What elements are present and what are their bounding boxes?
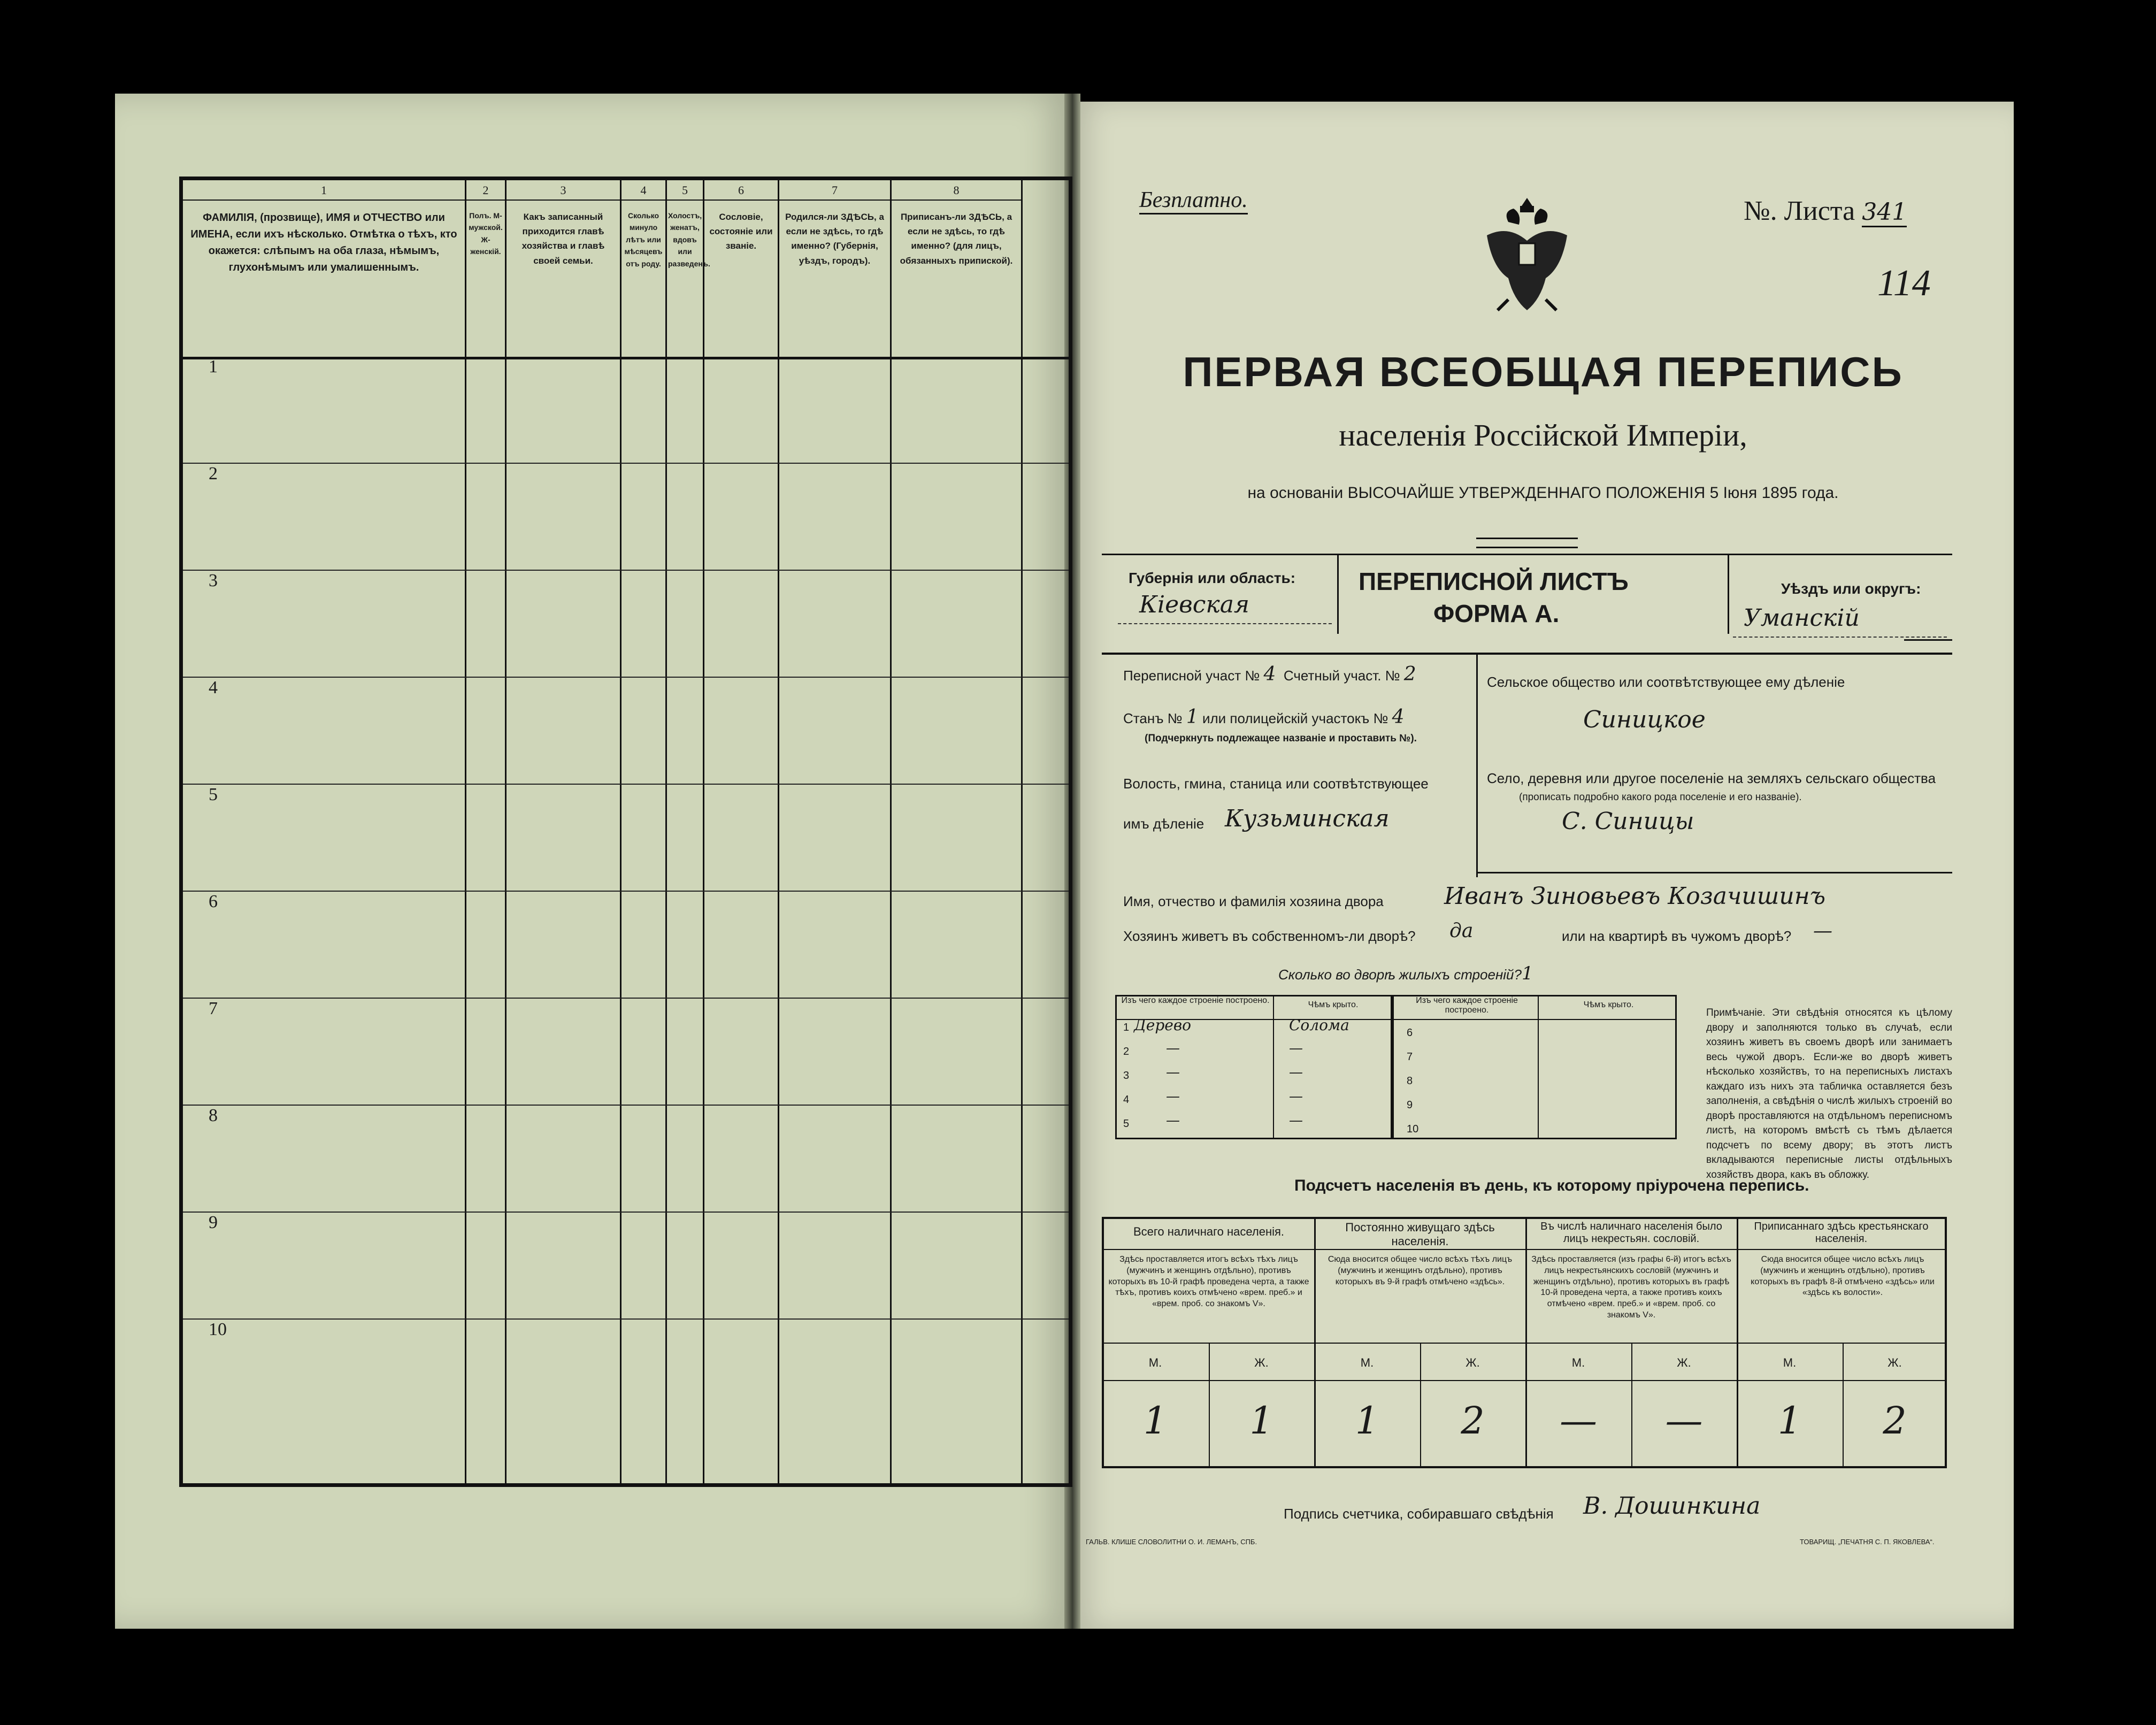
column-number: 2 xyxy=(482,183,489,197)
row-number: 8 xyxy=(209,1106,218,1125)
column-title: Полъ. М-мужской. Ж-женскій. xyxy=(469,211,503,256)
column-number: 7 xyxy=(832,183,838,197)
owner-label: Имя, отчество и фамилія хозяина двора xyxy=(1123,893,1384,909)
pop-value-female: — xyxy=(1665,1399,1703,1443)
bld-roof: — xyxy=(1289,1064,1303,1080)
female-label: Ж. xyxy=(1466,1356,1480,1369)
selskoe-value: Синицкое xyxy=(1583,706,1706,733)
pop-value-male: 1 xyxy=(1355,1399,1379,1443)
buildings-table xyxy=(1115,995,1677,1139)
bld-roof: — xyxy=(1289,1040,1303,1056)
table-row xyxy=(183,1320,1069,1483)
signature-value: В. Дошинкина xyxy=(1583,1492,1761,1520)
row-number: 4 xyxy=(209,678,218,697)
table-row xyxy=(183,1213,1069,1320)
column-header-age xyxy=(622,180,667,357)
population-title: Подсчетъ населенія въ день, къ которому пріурочена перепись. xyxy=(1294,1177,1809,1194)
police-value: 4 xyxy=(1392,706,1405,728)
bld-row-num: 5 xyxy=(1123,1118,1130,1130)
female-label: Ж. xyxy=(1254,1356,1269,1369)
bld-roof: — xyxy=(1289,1113,1303,1129)
schetny-label: Счетный участ. № xyxy=(1283,668,1400,684)
lives-label: Хозяинъ живетъ въ собственномъ-ли дворѣ? xyxy=(1123,928,1416,944)
pop-col-head: Всего наличнаго населенія. xyxy=(1133,1225,1285,1238)
pop-value-male: 1 xyxy=(1143,1399,1168,1443)
lives-value: да xyxy=(1449,920,1474,942)
gubernia-value: Кіевская xyxy=(1139,591,1250,618)
column-header-relation xyxy=(507,180,622,357)
page-title: ПЕРВАЯ ВСЕОБЩАЯ ПЕРЕПИСЬ xyxy=(1183,348,1904,395)
bld-material: — xyxy=(1166,1040,1180,1056)
row-number: 1 xyxy=(209,357,218,377)
bld-row-num: 7 xyxy=(1407,1051,1413,1063)
column-title: Сословіе, состояніе или званіе. xyxy=(709,212,773,251)
male-label: М. xyxy=(1571,1356,1585,1369)
male-label: М. xyxy=(1360,1356,1374,1369)
form-subtitle: ФОРМА А. xyxy=(1433,600,1560,627)
pop-col-head: Постоянно живущаго здѣсь населенія. xyxy=(1345,1221,1495,1248)
column-title: Какъ записанный приходится главѣ хозяйства и главѣ своей семьи. xyxy=(521,212,605,266)
bld-row-num: 6 xyxy=(1407,1027,1413,1039)
legal-basis: на основаніи ВЫСОЧАЙШЕ УТВЕРЖДЕННАГО ПОЛОЖЕНІЯ 5 Іюня 1895 года. xyxy=(1247,484,1839,502)
sheet-number-label: №. Листа xyxy=(1744,196,1855,226)
uchastok-value: 4 xyxy=(1263,663,1276,685)
uezd-value: Уманскій xyxy=(1744,604,1860,632)
pop-value-female: 2 xyxy=(1883,1399,1907,1443)
police-label: или полицейскій участокъ № xyxy=(1202,710,1388,726)
pop-value-male: 1 xyxy=(1777,1399,1802,1443)
owner-value: Иванъ Зиновьевъ Козачишинъ xyxy=(1444,883,1826,910)
sheet-number xyxy=(1744,195,1907,227)
column-header-name xyxy=(183,180,466,357)
male-label: М. xyxy=(1783,1356,1797,1369)
bld-head-roof: Чѣмъ крыто. xyxy=(1308,1000,1359,1009)
free-of-charge-label: Безплатно. xyxy=(1139,187,1248,214)
column-number: 5 xyxy=(682,183,688,197)
volost-label-2: имъ дѣленіе xyxy=(1123,816,1204,832)
page-subtitle: населенія Россійской Имперіи, xyxy=(1339,418,1747,453)
column-title: Сколько минуло лѣтъ или мѣсяцевъ отъ роду. xyxy=(624,211,663,268)
bld-row-num: 3 xyxy=(1123,1070,1130,1082)
pop-col-desc: Здѣсь проставляется итогъ всѣхъ тѣхъ лицъ (мужчинъ и женщинъ отдѣльно), противъ которыхъ въ 10-й графѣ проведена черта, а также тѣхъ, противъ коихъ отмѣчено «врем. преб.» и «врем. проб. со знакомъ V». xyxy=(1108,1255,1309,1309)
pop-col-desc: Сюда вносится общее число всѣхъ тѣхъ лицъ (мужчинъ и женщинъ отдѣльно), противъ которыхъ въ 9-й графѣ отмѣчено «здѣсь». xyxy=(1328,1255,1513,1286)
divider-ornament xyxy=(1476,538,1578,548)
column-header-birthplace xyxy=(779,180,892,357)
footer-right: ТОВАРИЩ. „ПЕЧАТНЯ С. П. ЯКОВЛЕВА“. xyxy=(1800,1538,1935,1546)
stan-note: (Подчеркнуть подлежащее названіе и проставить №). xyxy=(1145,733,1417,744)
pop-col-desc: Сюда вносится общее число всѣхъ лицъ (мужчинъ и женщинъ отдѣльно), противъ которыхъ въ графѣ 8-й отмѣчено «здѣсь» или «здѣсь къ волости». xyxy=(1751,1255,1935,1298)
form-title: ПЕРЕПИСНОЙ ЛИСТЪ xyxy=(1359,568,1629,595)
bld-head-material-2: Изъ чего каждое строеніе построено. xyxy=(1416,996,1518,1015)
handwritten-mark: 114 xyxy=(1877,263,1931,304)
table-header xyxy=(183,180,1069,359)
stan-label: Станъ № 1 или полицейскій участокъ № 4 xyxy=(1123,706,1405,728)
bld-row-num: 2 xyxy=(1123,1046,1130,1057)
bld-material: — xyxy=(1166,1088,1180,1105)
column-header-estate xyxy=(704,180,779,357)
table-row xyxy=(183,357,1069,464)
volost-value: Кузьминская xyxy=(1225,805,1390,832)
bld-row-num: 4 xyxy=(1123,1094,1130,1106)
column-title: Родился-ли ЗДѢСЬ, а если не здѣсь, то гдѣ именно? (Губернія, уѣздъ, городъ). xyxy=(785,212,884,266)
footer-left: ГАЛЬВ. КЛИШЕ СЛОВОЛИТНИ О. И. ЛЕМАНЪ, СПБ. xyxy=(1086,1538,1257,1546)
sheet-number-value: 341 xyxy=(1862,198,1907,227)
column-header-sex xyxy=(466,180,507,357)
column-title: ФАМИЛІЯ, (прозвище), ИМЯ и ОТЧЕСТВО или ИМЕНА, если ихъ нѣсколько. Отмѣтка о тѣхъ, кто окажется: слѣпымъ на оба глаза, нѣмымъ, глухонѣмымъ или умалишеннымъ. xyxy=(190,212,457,273)
table-row xyxy=(183,1106,1069,1213)
selo-value: С. Синицы xyxy=(1562,808,1694,835)
buildings-note: Примѣчаніе. Эти свѣдѣнія относятся къ цѣлому двору и заполняются только въ случаѣ, если хозяинъ живетъ въ своемъ дворѣ или занимаетъ весь чужой дворъ. Если-же во дворѣ живетъ нѣсколько хозяйствъ, то на переписныхъ листахъ каждаго изъ нихъ эта табличка оставляется безъ заполненія, а свѣдѣнія о числѣ жилыхъ строеній во дворѣ проставляются на отдѣльномъ переписномъ листѣ, на которомъ вмѣстѣ съ тѣмъ дѣлается подсчетъ по всему двору; въ этотъ листъ вкладываются переписные листы отдѣльныхъ хозяйствъ двора, какъ въ обложку. xyxy=(1706,1007,1952,1181)
pop-col-head: Приписаннаго здѣсь крестьянскаго населенія. xyxy=(1754,1221,1929,1245)
pop-value-female: 1 xyxy=(1249,1399,1273,1443)
or-label: или на квартирѣ въ чужомъ дворѣ? xyxy=(1562,928,1792,944)
column-number: 1 xyxy=(321,183,327,197)
table-row xyxy=(183,571,1069,678)
bld-roof: Солома xyxy=(1289,1016,1349,1034)
schetny-value: 2 xyxy=(1403,663,1416,685)
table-row xyxy=(183,999,1069,1106)
column-title: Приписанъ-ли ЗДѢСЬ, а если не здѣсь, то гдѣ именно? (для лицъ, обязанныхъ припиской). xyxy=(900,212,1013,266)
selo-note: (прописать подробно какого рода поселеніе и его названіе). xyxy=(1519,792,1802,803)
bld-row-num: 10 xyxy=(1407,1123,1419,1135)
selskoe-label: Сельское общество или соотвѣтствующее ему дѣленіе xyxy=(1487,674,1845,690)
stan-value: 1 xyxy=(1186,706,1199,728)
bld-material: Дерево xyxy=(1134,1016,1191,1034)
pop-value-male: — xyxy=(1560,1399,1597,1443)
column-number: 4 xyxy=(640,183,647,197)
selo-label: Село, деревня или другое поселеніе на земляхъ сельскаго общества xyxy=(1487,770,1936,786)
signature-label: Подпись счетчика, собиравшаго свѣдѣнія xyxy=(1284,1506,1554,1522)
row-number: 7 xyxy=(209,999,218,1018)
column-title: Холостъ, женатъ, вдовъ или разведенъ. xyxy=(668,211,710,268)
pop-value-female: 2 xyxy=(1461,1399,1485,1443)
female-label: Ж. xyxy=(1888,1356,1902,1369)
row-number: 10 xyxy=(209,1320,227,1339)
table-row xyxy=(183,678,1069,785)
bld-head-material: Изъ чего каждое строеніе построено. xyxy=(1121,996,1270,1005)
buildings-value: 1 xyxy=(1521,963,1533,984)
pop-col-desc: Здѣсь проставляется (изъ графы 6-й) итогъ всѣхъ лицъ некрестьянскихъ сословій (мужчинъ и женщинъ отдѣльно), противъ которыхъ въ графѣ 10-й проведена черта, а также противъ коихъ отмѣчено «врем. преб.» и «врем. проб. со знакомъ V». xyxy=(1531,1255,1731,1320)
buildings-label: Сколько во дворѣ жилыхъ строеній?1 xyxy=(1278,963,1533,984)
column-header-marital xyxy=(667,180,710,357)
column-number: 8 xyxy=(953,183,960,197)
bld-row-num: 9 xyxy=(1407,1099,1413,1111)
bld-roof: — xyxy=(1289,1088,1303,1105)
uchastok-label: Переписной участ № 4 Счетный участ. № 2 xyxy=(1123,663,1416,685)
bld-material: — xyxy=(1166,1064,1180,1080)
volost-label-1: Волость, гмина, станица или соотвѣтствующее xyxy=(1123,776,1429,792)
row-number: 3 xyxy=(209,571,218,591)
or-value: — xyxy=(1813,920,1832,942)
column-number: 3 xyxy=(560,183,566,197)
table-row xyxy=(183,464,1069,571)
imperial-eagle-icon xyxy=(1476,193,1578,332)
row-number: 5 xyxy=(209,785,218,804)
household-members-table xyxy=(179,177,1072,1487)
row-number: 2 xyxy=(209,464,218,484)
gubernia-label: Губернія или область: xyxy=(1129,570,1296,586)
column-header-registration xyxy=(892,180,1023,357)
table-row xyxy=(183,785,1069,892)
male-label: М. xyxy=(1148,1356,1162,1369)
bld-material: — xyxy=(1166,1113,1180,1129)
table-row xyxy=(183,892,1069,999)
uezd-label: Уѣздъ или округъ: xyxy=(1781,580,1921,597)
bld-row-num: 1 xyxy=(1123,1022,1130,1033)
row-number: 9 xyxy=(209,1213,218,1232)
pop-col-head: Въ числѣ наличнаго населенія было лицъ некрестьян. сословій. xyxy=(1540,1221,1722,1245)
bld-row-num: 8 xyxy=(1407,1075,1413,1087)
female-label: Ж. xyxy=(1677,1356,1691,1369)
column-number: 6 xyxy=(738,183,744,197)
row-number: 6 xyxy=(209,892,218,911)
bld-head-roof-2: Чѣмъ крыто. xyxy=(1583,1000,1634,1009)
